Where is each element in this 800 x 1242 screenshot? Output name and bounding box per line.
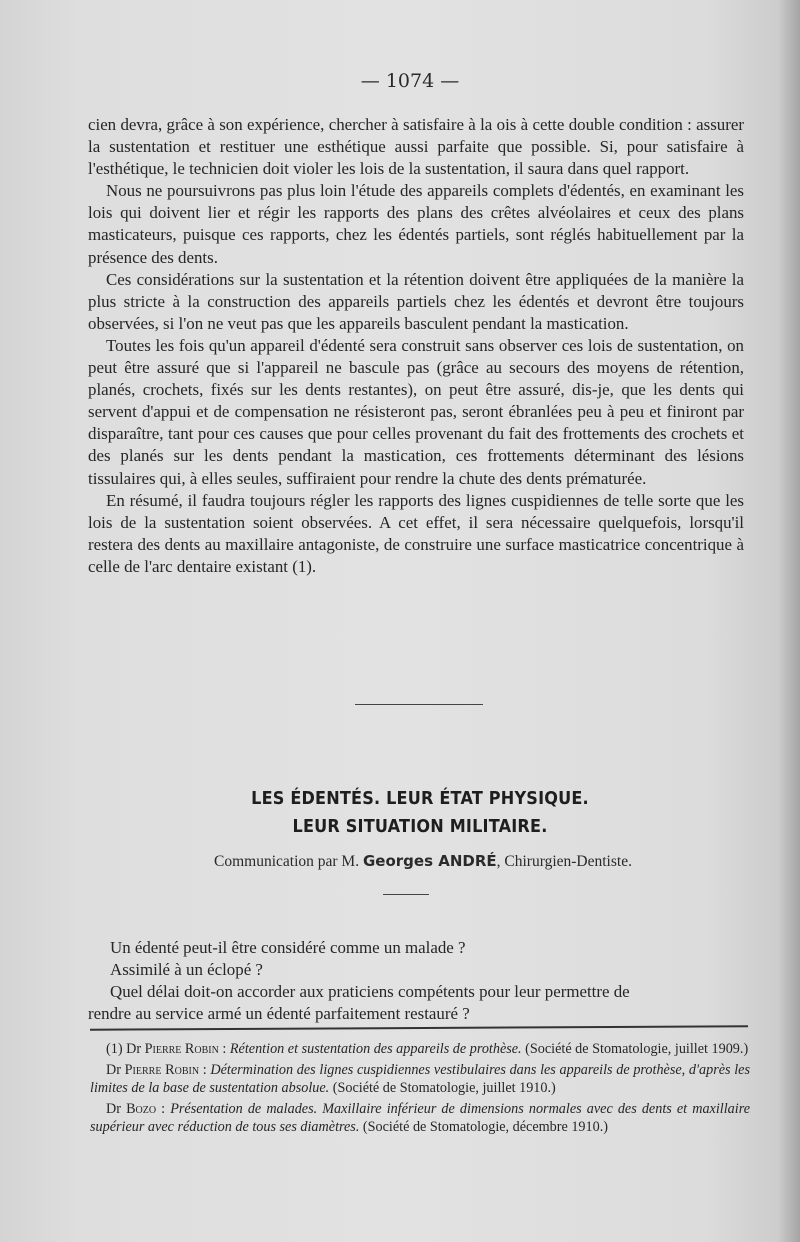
footnotes bbox=[90, 1040, 750, 1139]
footnote-marker: Dr bbox=[106, 1061, 121, 1078]
byline-divider bbox=[383, 894, 429, 895]
section-divider bbox=[355, 704, 483, 705]
paragraph: cien devra, grâce à son expérience, chercher à satisfaire à la ois à cette double condition : assurer la sustentation et restituer une esthétique aussi parfaite que possible. Si, pour satisfaire à l'esthétique, le technicien doit violer les lois de la sustentation, il saura dans quel rapport. bbox=[88, 115, 744, 179]
byline-author: Georges ANDRÉ bbox=[362, 852, 497, 870]
paragraph: Toutes les fois qu'un appareil d'édenté sera construit sans observer ces lois de sustentation, on peut être assuré que si l'appareil ne bascule pas (grâce au secours des moyens de rétention, planés, crochets, fixés sur les dents restantes), on peut être assuré, dis-je, que les dents qui servent d'appui et de compensation ne résisteront pas, seront ébranlées peu à peu et finiront par disparaître, tant pour ces causes que pour celles provenant du fait des frottements des crochets et des planés sur les dents pendant la mastication, ces frottements déterminant des lésions tissulaires qui, à elles seules, suffiraient pour rendre la chute des dents prématurée. bbox=[88, 335, 744, 488]
footnote-separator: : bbox=[218, 1041, 230, 1057]
footnote bbox=[90, 1040, 750, 1059]
footnote bbox=[90, 1061, 750, 1098]
page-number: — 1074 — bbox=[360, 70, 460, 92]
footnote-title: Présentation de malades. Maxillaire inférieur de dimensions normales avec des dents et maxillaire supérieur avec réduction de tous ses diamètres. bbox=[90, 1100, 751, 1136]
paragraph: Ces considérations sur la sustentation et la rétention doivent être appliquées de la manière la plus stricte à la construction des appareils partiels chez les édentés et devront être toujours observées, si l'on ne veut pas que les appareils basculent pendant la mastication. bbox=[88, 269, 744, 333]
question-continuation: rendre au service armé un édenté parfaitement restauré ? bbox=[88, 1004, 470, 1023]
question: Un édenté peut-il être considéré comme un malade ? bbox=[110, 938, 466, 957]
footnote-author: Pierre Robin bbox=[124, 1061, 200, 1078]
question: Quel délai doit-on accorder aux praticiens compétents pour leur permettre de bbox=[110, 982, 630, 1001]
footnote-marker: Dr bbox=[106, 1100, 121, 1117]
main-text bbox=[88, 114, 744, 578]
footnote-rule bbox=[90, 1025, 748, 1030]
footnote-author: Bozo bbox=[126, 1100, 157, 1117]
footnote-source: (Société de Stomatologie, juillet 1909.) bbox=[521, 1041, 749, 1057]
paragraph: En résumé, il faudra toujours régler les rapports des lignes cuspidiennes de telle sorte que les lois de la sustentation soient observées. A cet effet, il sera nécessaire quelquefois, lorsqu'il restera des dents au maxillaire antagoniste, de construire une surface masticatrice concentrique à celle de l'arc dentaire existant (1). bbox=[88, 490, 744, 576]
footnote-separator: : bbox=[156, 1100, 171, 1117]
footnote-title: Détermination des lignes cuspidiennes vestibulaires dans les appareils de prothèse, d'après les limites de la base de sustentation absolue. bbox=[90, 1061, 750, 1097]
article-title-line-1: LES ÉDENTÉS. LEUR ÉTAT PHYSIQUE. bbox=[251, 789, 589, 809]
footnote bbox=[90, 1100, 750, 1137]
byline-prefix: Communication par M. bbox=[214, 853, 360, 870]
opening-questions bbox=[88, 937, 746, 1025]
footnote-source: (Société de Stomatologie, juillet 1910.) bbox=[329, 1080, 556, 1097]
footnote-separator: : bbox=[199, 1061, 211, 1078]
article-title-line-2: LEUR SITUATION MILITAIRE. bbox=[292, 817, 548, 837]
footnote-author: Pierre Robin bbox=[144, 1041, 219, 1057]
paragraph: Nous ne poursuivrons pas plus loin l'étude des appareils complets d'édentés, en examinant les lois qui doivent lier et régir les rapports des plans des crêtes alvéolaires et ceux des plans masticateurs, puisque ces rapports, chez les édentés partiels, sont réglés habituellement par la présence des dents. bbox=[88, 181, 744, 267]
byline bbox=[0, 852, 800, 871]
footnote-title: Rétention et sustentation des appareils de prothèse. bbox=[229, 1041, 522, 1057]
footnote-source: (Société de Stomatologie, décembre 1910.) bbox=[359, 1119, 608, 1136]
byline-suffix: , Chirurgien-Dentiste. bbox=[496, 853, 632, 870]
footnote-marker: (1) Dr bbox=[106, 1041, 142, 1057]
question: Assimilé à un éclopé ? bbox=[110, 960, 263, 979]
